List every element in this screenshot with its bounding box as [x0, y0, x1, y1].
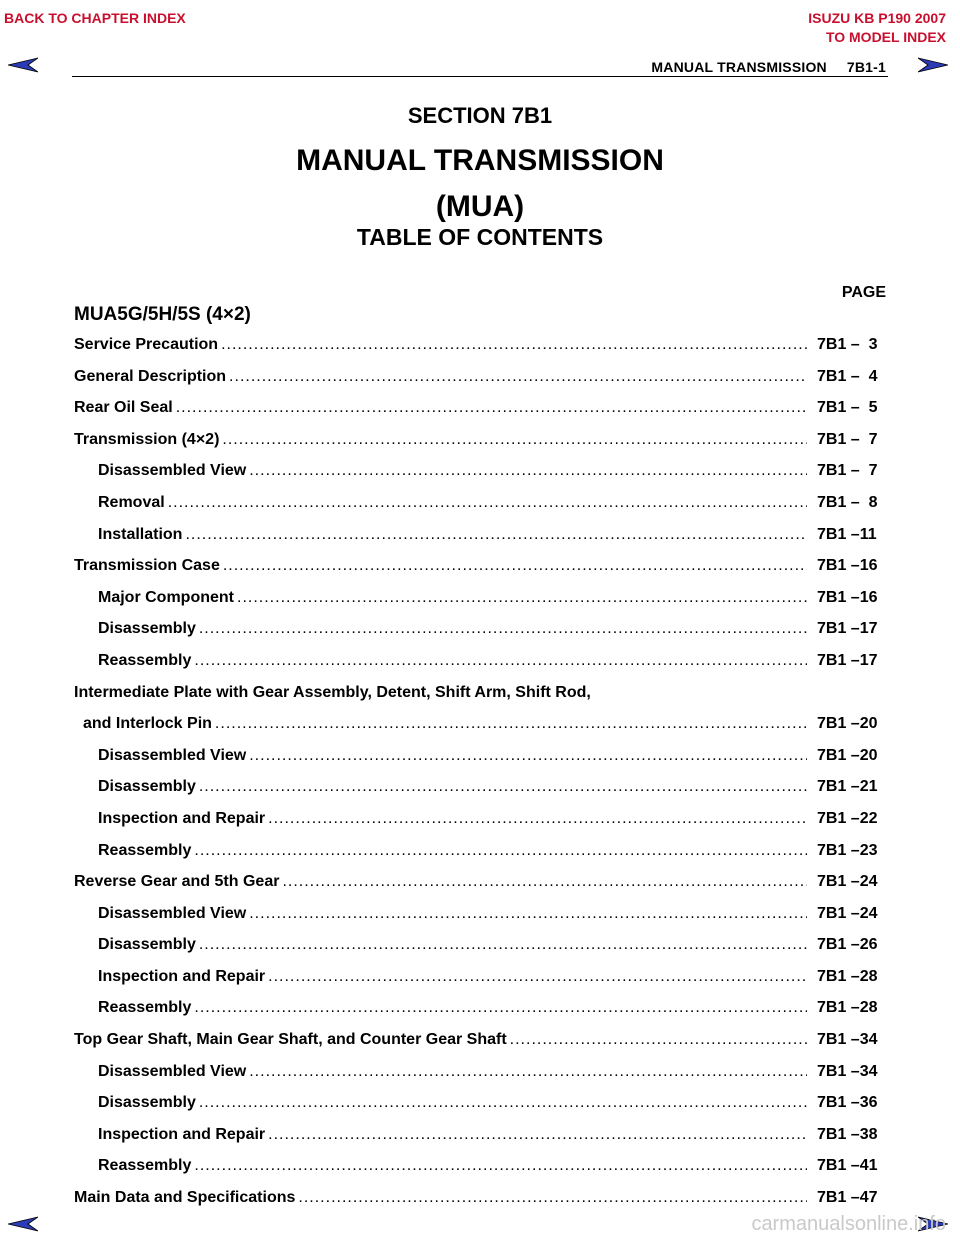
toc-entry-page: 7B1 –28: [817, 967, 878, 985]
toc-entry[interactable]: [74, 399, 889, 431]
toc-entry[interactable]: [74, 842, 889, 874]
toc-entry[interactable]: [74, 494, 889, 526]
toc-entry-page: 7B1 –36: [817, 1094, 878, 1112]
toc-leader-dots: [249, 1063, 807, 1081]
toc-entry-page: 7B1 – 7: [817, 462, 878, 480]
toc-entry-title: Disassembly: [98, 620, 196, 638]
toc-entry-page: 7B1 –16: [817, 588, 878, 606]
toc-entry[interactable]: [74, 1031, 889, 1063]
toc-entry-title: Reassembly: [98, 1157, 192, 1175]
toc-entry-page: 7B1 –38: [817, 1125, 878, 1143]
toc-leader-dots: [268, 1126, 807, 1144]
toc-entry-title: Inspection and Repair: [98, 967, 266, 985]
toc-heading: TABLE OF CONTENTS: [356, 224, 604, 250]
toc-entry[interactable]: [74, 620, 889, 652]
running-header: [651, 59, 886, 75]
toc-entry-page: 7B1 – 8: [817, 493, 878, 511]
toc-leader-dots: [215, 715, 807, 733]
to-model-index-link[interactable]: TO MODEL INDEX: [825, 29, 946, 45]
toc-entry-title: Transmission Case: [74, 557, 220, 575]
toc-leader-dots: [194, 999, 807, 1017]
toc-leader-dots: [185, 526, 807, 544]
toc-entry[interactable]: [74, 905, 889, 937]
toc-entry-page: 7B1 –23: [817, 841, 878, 859]
toc-entry[interactable]: [74, 1094, 889, 1126]
toc-entry[interactable]: [74, 810, 889, 842]
toc-entry-page: 7B1 –16: [817, 557, 878, 575]
toc-entry[interactable]: [74, 968, 889, 1000]
toc-entry-page: 7B1 –17: [817, 620, 878, 638]
toc-entry-page: 7B1 –26: [817, 936, 878, 954]
toc-entry-page: 7B1 –28: [817, 999, 878, 1017]
toc-entry[interactable]: [74, 873, 889, 905]
toc-entry-title: Transmission (4×2): [74, 430, 220, 448]
toc-leader-dots: [223, 557, 807, 575]
toc-entry-page: 7B1 – 7: [817, 430, 878, 448]
toc-entry-page: 7B1 – 5: [817, 399, 878, 417]
previous-page-arrow-icon[interactable]: [8, 57, 38, 73]
toc-entry-title: Installation: [98, 525, 183, 543]
toc-entry-title: Disassembled View: [98, 904, 247, 922]
toc-entry-page: 7B1 –24: [817, 904, 878, 922]
page-column-label: PAGE: [841, 284, 886, 301]
toc-leader-dots: [282, 873, 807, 891]
toc-leader-dots: [194, 842, 807, 860]
toc-leader-dots: [199, 1094, 807, 1112]
toc-leader-dots: [237, 589, 807, 607]
toc-entry-title: Intermediate Plate with Gear Assembly, Detent, Shift Arm, Shift Rod,: [74, 683, 591, 701]
toc-leader-dots: [199, 778, 807, 796]
toc-leader-dots: [221, 336, 807, 354]
toc-leader-dots: [222, 431, 807, 449]
toc-entry-title: Reverse Gear and 5th Gear: [74, 873, 280, 891]
toc-entry[interactable]: [74, 526, 889, 558]
toc-entry[interactable]: [74, 431, 889, 463]
toc-entry[interactable]: [74, 462, 889, 494]
toc-leader-dots: [176, 399, 807, 417]
toc-leader-dots: [268, 968, 807, 986]
header-page-ref: 7B1-1: [846, 59, 886, 75]
toc-entry-title: Reassembly: [98, 841, 192, 859]
toc-entry-title: Disassembly: [98, 778, 196, 796]
toc-entry-page: 7B1 –41: [817, 1157, 878, 1175]
toc-entry[interactable]: [74, 778, 889, 810]
toc-entry-title: Rear Oil Seal: [74, 399, 173, 417]
toc-entry-page: 7B1 –21: [817, 778, 878, 796]
toc-leader-dots: [249, 747, 807, 765]
toc-entry-title: Inspection and Repair: [98, 809, 266, 827]
toc-entry-page: 7B1 –34: [817, 1031, 878, 1049]
toc-entry-title: Main Data and Specifications: [74, 1189, 296, 1207]
toc-entry-title: Reassembly: [98, 651, 192, 669]
toc-entry-title: and Interlock Pin: [83, 715, 212, 733]
toc-entry-title: General Description: [74, 367, 227, 385]
toc-entry-page: 7B1 –24: [817, 873, 878, 891]
toc-entry[interactable]: [74, 589, 889, 621]
next-page-arrow-icon[interactable]: [918, 57, 948, 73]
toc-entry[interactable]: [74, 747, 889, 779]
toc-entry[interactable]: [74, 1063, 889, 1095]
toc-entry[interactable]: [74, 715, 889, 747]
toc-entry[interactable]: [74, 936, 889, 968]
page-subtitle: (MUA): [435, 190, 525, 223]
toc-entry[interactable]: [74, 557, 889, 589]
toc-entry[interactable]: [74, 684, 889, 716]
model-title-link[interactable]: ISUZU KB P190 2007: [808, 10, 946, 26]
toc-entry-title: Disassembly: [98, 1094, 196, 1112]
page-title: MANUAL TRANSMISSION: [296, 144, 664, 177]
toc-entry-page: 7B1 –11: [817, 525, 877, 543]
toc-entry-page: 7B1 –34: [817, 1062, 878, 1080]
back-to-chapter-index-link[interactable]: BACK TO CHAPTER INDEX: [4, 10, 186, 26]
toc-entry[interactable]: [74, 999, 889, 1031]
toc-entry-title: Disassembled View: [98, 746, 247, 764]
toc-entry-page: 7B1 – 3: [817, 336, 878, 353]
toc-entry[interactable]: [74, 336, 889, 368]
toc-leader-dots: [268, 810, 807, 828]
toc-entry-page: 7B1 –17: [817, 651, 878, 669]
section-label: SECTION 7B1: [407, 103, 553, 128]
header-rule: [72, 76, 888, 77]
toc-entry-title: Major Component: [98, 588, 234, 606]
watermark: carmanualsonline.info: [751, 1213, 946, 1235]
toc-leader-dots: [298, 1189, 807, 1207]
toc-entry[interactable]: [74, 1126, 889, 1158]
toc-entry-page: 7B1 –22: [817, 809, 878, 827]
toc-entry-page: 7B1 – 4: [817, 367, 878, 385]
toc-entry-title: Disassembled View: [98, 1062, 247, 1080]
toc-leader-dots: [510, 1031, 807, 1049]
toc-leader-dots: [194, 652, 807, 670]
toc-entry[interactable]: [74, 652, 889, 684]
toc-leader-dots: [168, 494, 807, 512]
toc-entry[interactable]: [74, 368, 889, 400]
toc-leader-dots: [249, 462, 807, 480]
toc-entry-page: 7B1 –47: [817, 1189, 878, 1207]
toc-entry-title: Inspection and Repair: [98, 1125, 266, 1143]
toc-entry-title: Top Gear Shaft, Main Gear Shaft, and Counter Gear Shaft: [74, 1031, 507, 1049]
toc-entry-title: Removal: [98, 493, 165, 511]
previous-page-arrow-icon[interactable]: [8, 1216, 38, 1232]
header-chapter: MANUAL TRANSMISSION: [651, 59, 827, 75]
toc-leader-dots: [229, 368, 807, 386]
toc-entry-title: Disassembled View: [98, 462, 247, 480]
toc-entry[interactable]: [74, 1157, 889, 1189]
model-label: MUA5G/5H/5S (4×2): [74, 304, 251, 325]
table-of-contents: [74, 336, 889, 1221]
toc-entry-title: Disassembly: [98, 936, 196, 954]
toc-entry-title: Service Precaution: [74, 336, 219, 353]
toc-leader-dots: [194, 1157, 807, 1175]
toc-entry-page: 7B1 –20: [817, 715, 878, 733]
toc-leader-dots: [199, 620, 807, 638]
toc-entry-title: Reassembly: [98, 999, 192, 1017]
toc-leader-dots: [199, 936, 807, 954]
toc-leader-dots: [249, 905, 807, 923]
toc-entry-page: 7B1 –20: [817, 746, 878, 764]
